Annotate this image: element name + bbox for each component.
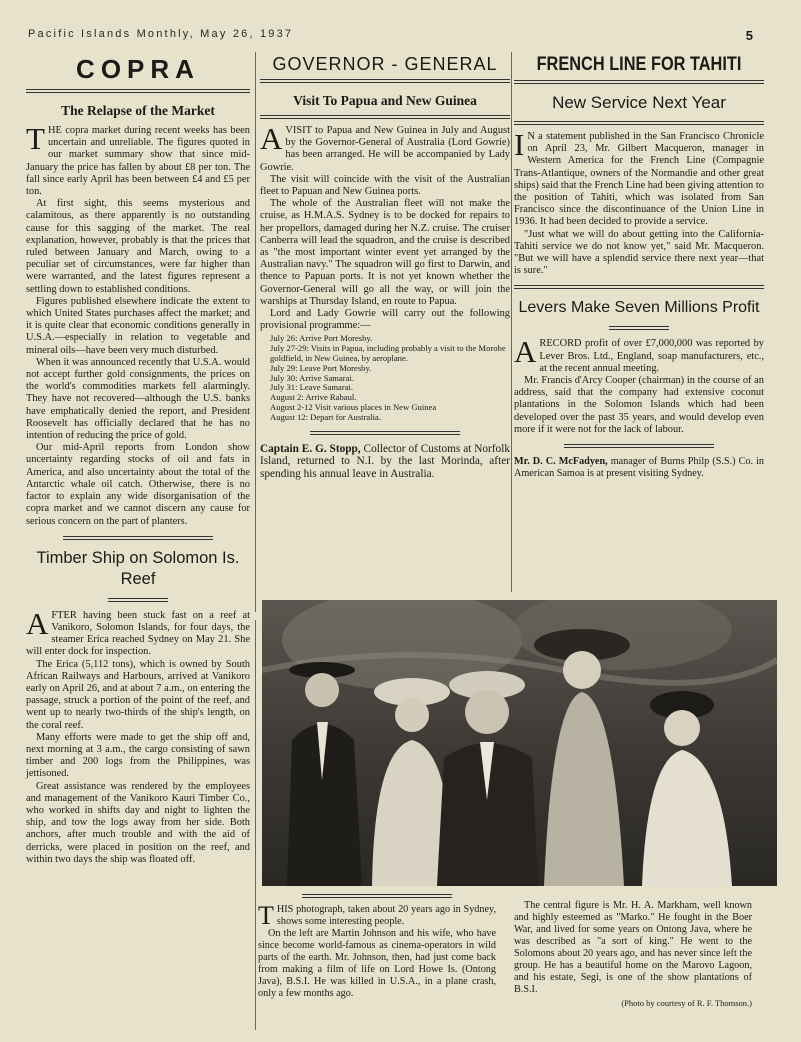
programme-item: July 30: Arrive Samarai.: [270, 372, 355, 383]
section-rule: [63, 536, 213, 540]
governor-paragraph: The visit will coincide with the visit of the Australian fleet to Papuan and New Guinea ports.: [260, 173, 510, 198]
copra-subheading: The Relapse of the Market: [61, 103, 215, 118]
levers-paragraph: Mr. Francis d'Arcy Cooper (chairman) in the course of an address, said that the company had extensive coconut plantations in the Solomon Islands which had been developed over the past 35 years, and would develop even more if it were not for the lack of labour.: [514, 375, 764, 435]
section-rule: [514, 285, 764, 289]
programme-item: August 12: Depart for Australia.: [270, 411, 381, 422]
programme-item: July 26: Arrive Port Moresby.: [270, 333, 373, 344]
column-divider: [255, 620, 256, 1030]
governor-paragraph: Lord and Lady Gowrie will carry out the following provisional programme:—: [260, 308, 510, 332]
programme-item: July 27-29: Visits in Papua, including probably a visit to the Morobe goldfield, in New Guinea, by aeroplane.: [270, 343, 506, 364]
stopp-name: Captain E. G. Stopp,: [260, 442, 361, 455]
column-divider: [255, 52, 256, 612]
copra-paragraph: Our mid-April reports from London show uncertainty regarding stocks of oil and fats in America, and also uncertainty about the total of the Antarctic whale oil catch. Otherwise, there is no factor to explain any wide disorganisation of the copra market and we cannot discern any cause for serious concern on the part of planters.: [26, 442, 250, 527]
section-rule: [310, 431, 460, 435]
timber-paragraph: Great assistance was rendered by the employees and management of the Vanikoro Kauri Timber Co., who worked in shifts day and night to lighten the ship, and tow the logs away from her side. Both anchors, after much trouble and with the aid of derricks, were placed in position on the reef, and within two days the ship was floated off.: [26, 780, 250, 865]
drop-cap: T: [258, 901, 274, 930]
french-line-article: [514, 52, 764, 480]
governor-lead-paragraph: AVISIT to Papua and New Guinea in July and August by the Governor-General of Australia (Lord Gowrie) has been arranged. He will be accompanied by Lady Gowrie.: [260, 121, 510, 173]
timber-paragraph: The Erica (5,112 tons), which is owned by South African Railways and Harbours, arrived at Vanikoro early on April 26, and at about 7 a.m., on entering the passage, struck a portion of the point of the reef, and went up to nearly two-thirds of the ship's length, on the coral reef.: [26, 658, 250, 731]
stopp-notice: Captain E. G. Stopp, Collector of Customs at Norfolk Island, returned to N.I. by the last Morinda, after spending his annual leave in Australia.: [260, 442, 510, 480]
programme-item: August 2: Arrive Rabaul.: [270, 392, 357, 403]
photo-caption-right: [514, 900, 752, 1008]
column-divider: [511, 52, 512, 592]
governor-paragraph: The whole of the Australian fleet will not make the cruise, as H.M.A.S. Sydney is to be docked for repairs to her propellors, damaged during her N.Z. cruise. The cruiser Canberra will lead the squadron, and the cruise is described as "the most important winter event yet arranged by the Australian navy." The squadron will go first to Darwin, and thence to Papuan ports. It is not yet known whether the Governor-General will go all the way, or will join the warships at Thursday Island, en route to Papua.: [260, 198, 510, 307]
photo-credit: (Photo by courtesy of R. F. Thomson.): [621, 998, 752, 1008]
levers-lead-paragraph: ARECORD profit of over £7,000,000 was reported by Lever Bros. Ltd., England, soap manufacturers, etc., at the recent annual meeting.: [514, 334, 764, 374]
section-rule: [564, 444, 714, 448]
timber-lead-paragraph: AFTER having been stuck fast on a reef at Vanikoro, Solomon Islands, for four days, the steamer Erica reached Sydney on May 21. She will enter dock for inspection.: [26, 605, 250, 658]
copra-paragraph: At first sight, this seems mysterious and calamitous, as there apparently is no outstanding cause for this sagging of the market. The real explanation, however, probably is that the prices that ruled between January and March, owing to a peculiar set of circumstances, were far higher than were warranted, and the latest figures represent a settling down to established conditions.: [26, 198, 250, 295]
headline-rule: [514, 121, 764, 125]
levers-headline: Levers Make Seven Millions Profit: [518, 299, 760, 317]
caption-paragraph: On the left are Martin Johnson and his wife, who have since become world-famous as cinema-operators in wild parts of the earth. Mr. Johnson, then, had just come back from making a film of life on Lord Howe Is. (Ontong Java), B.S.I. He was killed in U.S.A., in a plane crash, only a few months ago.: [258, 928, 496, 999]
french-line-headline: FRENCH LINE FOR TAHITI: [536, 54, 742, 75]
programme-item: July 29: Leave Port Moresby.: [270, 362, 372, 373]
group-photograph: [262, 600, 777, 886]
french-line-paragraph: "Just what we will do about getting into the California-Tahiti service we do not know yet," said Mr. Macqueron. "But we will have a splendid service there next year—that is sure.": [514, 228, 764, 277]
drop-cap: A: [260, 121, 283, 156]
headline-rule: [26, 89, 250, 93]
governor-subheading: Visit To Papua and New Guinea: [293, 93, 477, 108]
drop-cap: A: [26, 605, 49, 641]
copra-paragraph: Figures published elsewhere indicate the extent to which United States purchases affect the market; and it is quite clear that economic conditions generally in U.S.A.—especially in relation to vegetable and mineral oils—have been very much disturbed.: [26, 295, 250, 356]
caption-paragraph: The central figure is Mr. H. A. Markham, well known and highly esteemed as "Marko." He fought in the Boer War, and lived for some years on Ontong Java, where he was described as "a sort of king." He went to the Solomons about 20 years ago, and has never since left the group. He has a beautiful home on the Marovo Lagoon, and his estate, Segi, is one of the show plantations of B.S.I.: [514, 900, 752, 995]
photo-caption-left: [258, 894, 496, 1000]
drop-cap: I: [514, 127, 525, 162]
section-rule: [609, 326, 669, 330]
drop-cap: T: [26, 121, 45, 156]
headline-rule: [260, 79, 510, 83]
governor-headline: GOVERNOR - GENERAL: [272, 54, 498, 74]
french-line-lead-paragraph: I N a statement published in the San Francisco Chronicle on April 23, Mr. Gilbert Macqueron, manager in Western America for the French Line (Compagnie Trans-Atlantique, owners of the Normandie and other great ships) said that the French Line had been giving attention to the position of Tahiti, which was isolated from San Francisco since the discontinuance of the Union Line in 1936. It had been decided to provide a service.: [514, 127, 764, 228]
headline-rule: [260, 115, 510, 119]
caption-lead-paragraph: THIS photograph, taken about 20 years ago in Sydney, shows some interesting people.: [258, 901, 496, 930]
section-rule: [302, 894, 452, 898]
page-number: 5: [745, 28, 753, 43]
timber-paragraph: Many efforts were made to get the ship off and, next morning at 3 a.m., the cargo consisting of sawn timber and 200 logs from the Philippines, was jettisoned.: [26, 731, 250, 780]
section-rule: [108, 598, 168, 602]
copra-paragraph: When it was announced recently that U.S.A. would not accept further gold consignments, the prices on the world's commodities markets fell alarmingly. They have not recovered—although the U.S. banks have emphatically denied the report, and President Roosevelt has officially declared that he has no intention of reducing the price of gold.: [26, 356, 250, 442]
french-line-subheading: New Service Next Year: [552, 93, 726, 112]
copra-lead-paragraph: THE copra market during recent weeks has been uncertain and unreliable. The figures quoted in our market summary show that since mid-January the price has fallen by about £8 per ton. The fall since early April has been between £4 and £5 per ton.: [26, 121, 250, 198]
programme-item: August 2-12 Visit various places in New Guinea: [270, 402, 437, 413]
running-header: Pacific Islands Monthly, May 26, 1937: [28, 28, 294, 40]
drop-cap: A: [514, 334, 537, 370]
copra-headline: COPRA: [76, 54, 200, 84]
copra-article: [26, 52, 250, 866]
programme-item: July 31: Leave Samarai.: [270, 382, 354, 393]
mcfadyen-name: Mr. D. C. McFadyen,: [514, 456, 608, 468]
governor-article: [260, 52, 510, 480]
mcfadyen-notice: Mr. D. C. McFadyen, manager of Burns Philp (S.S.) Co. in American Samoa is at present visiting Sydney.: [514, 456, 764, 480]
programme-list: [270, 334, 510, 422]
headline-rule: [514, 80, 764, 84]
timber-headline: Timber Ship on Solomon Is. Reef: [36, 548, 240, 588]
